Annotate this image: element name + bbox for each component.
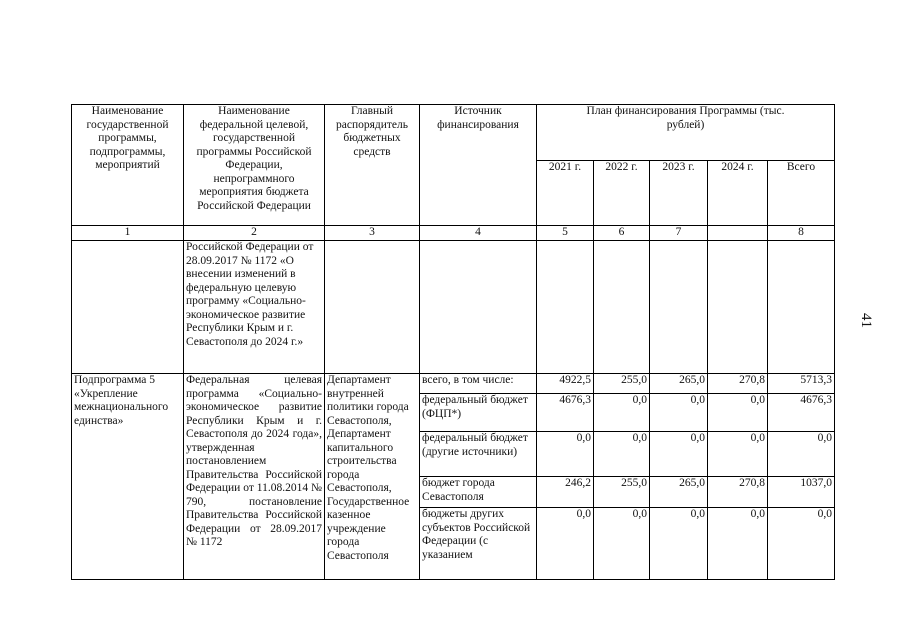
continued-row [72,241,835,374]
value-total: 4676,3 [768,394,835,432]
header-year-2021: 2021 г. [537,161,594,226]
value-2022: 255,0 [594,477,650,508]
column-number: 8 [768,226,835,241]
header-year-2022: 2022 г. [594,161,650,226]
subprogram-manager: Департамент внутренней политики города Севастополя, Департамент капитального строительства города Севастополя, Государственное казенное учреждение города Севастополя [325,374,420,580]
column-number: 3 [325,226,420,241]
value-2023: 0,0 [650,432,708,477]
value-2023: 0,0 [650,394,708,432]
column-number [708,226,768,241]
page-number: 41 [858,313,874,328]
header-program-name: Наименование государственной программы, подпрограммы, мероприятий [72,105,184,226]
header-year-2024: 2024 г. [708,161,768,226]
value-2022: 0,0 [594,432,650,477]
header-year-2023: 2023 г. [650,161,708,226]
value-total: 0,0 [768,508,835,580]
value-2021: 0,0 [537,508,594,580]
value-2023: 0,0 [650,508,708,580]
column-number: 5 [537,226,594,241]
value-2021: 4922,5 [537,374,594,394]
value-2021: 0,0 [537,432,594,477]
column-number: 2 [184,226,325,241]
column-number: 4 [420,226,537,241]
value-2021: 4676,3 [537,394,594,432]
value-2023: 265,0 [650,374,708,394]
value-2023: 265,0 [650,477,708,508]
table-row [72,374,835,394]
subprogram-name: Подпрограмма 5 «Укрепление межнационального единства» [72,374,184,580]
source-cell: всего, в том числе: [420,374,537,394]
column-number: 6 [594,226,650,241]
source-cell: федеральный бюджет (другие источники) [420,432,537,477]
value-2024: 270,8 [708,477,768,508]
header-budget-manager: Главный распорядитель бюджетных средств [325,105,420,226]
value-2024: 0,0 [708,432,768,477]
value-2022: 0,0 [594,394,650,432]
value-2021: 246,2 [537,477,594,508]
source-cell: бюджеты других субъектов Российской Федерации (с указанием [420,508,537,580]
value-2024: 270,8 [708,374,768,394]
column-numbers-row [72,226,835,241]
header-total: Всего [768,161,835,226]
source-cell: федеральный бюджет (ФЦП*) [420,394,537,432]
continued-program-text: Российской Федерации от 28.09.2017 № 1172 «О внесении изменений в федеральную целевую программу «Социально-экономическое развитие Республики Крым и г. Севастополя до 2024 г.» [184,241,325,374]
subprogram-program: Федеральная целевая программа «Социально-экономическое развитие Республики Крым и г. Севастополя до 2024 года», утвержденная постановлением Правительства Российской Федерации от 11.08.2014 № 790, постановление Правительства Российской Федерации от 28.09.2017 № 1172 [184,374,325,580]
header-funding-source: Источник финансирования [420,105,537,226]
header-financing-plan: План финансирования Программы (тыс. рублей) [537,105,835,161]
value-total: 0,0 [768,432,835,477]
value-2022: 255,0 [594,374,650,394]
value-2024: 0,0 [708,394,768,432]
column-number: 1 [72,226,184,241]
column-number: 7 [650,226,708,241]
source-cell: бюджет города Севастополя [420,477,537,508]
value-2024: 0,0 [708,508,768,580]
financing-table [71,104,835,580]
value-2022: 0,0 [594,508,650,580]
value-total: 5713,3 [768,374,835,394]
value-total: 1037,0 [768,477,835,508]
header-row [72,105,835,161]
header-federal-program: Наименование федеральной целевой, государственной программы Российской Федерации, непрограммного мероприятия бюджета Российской Федерации [184,105,325,226]
